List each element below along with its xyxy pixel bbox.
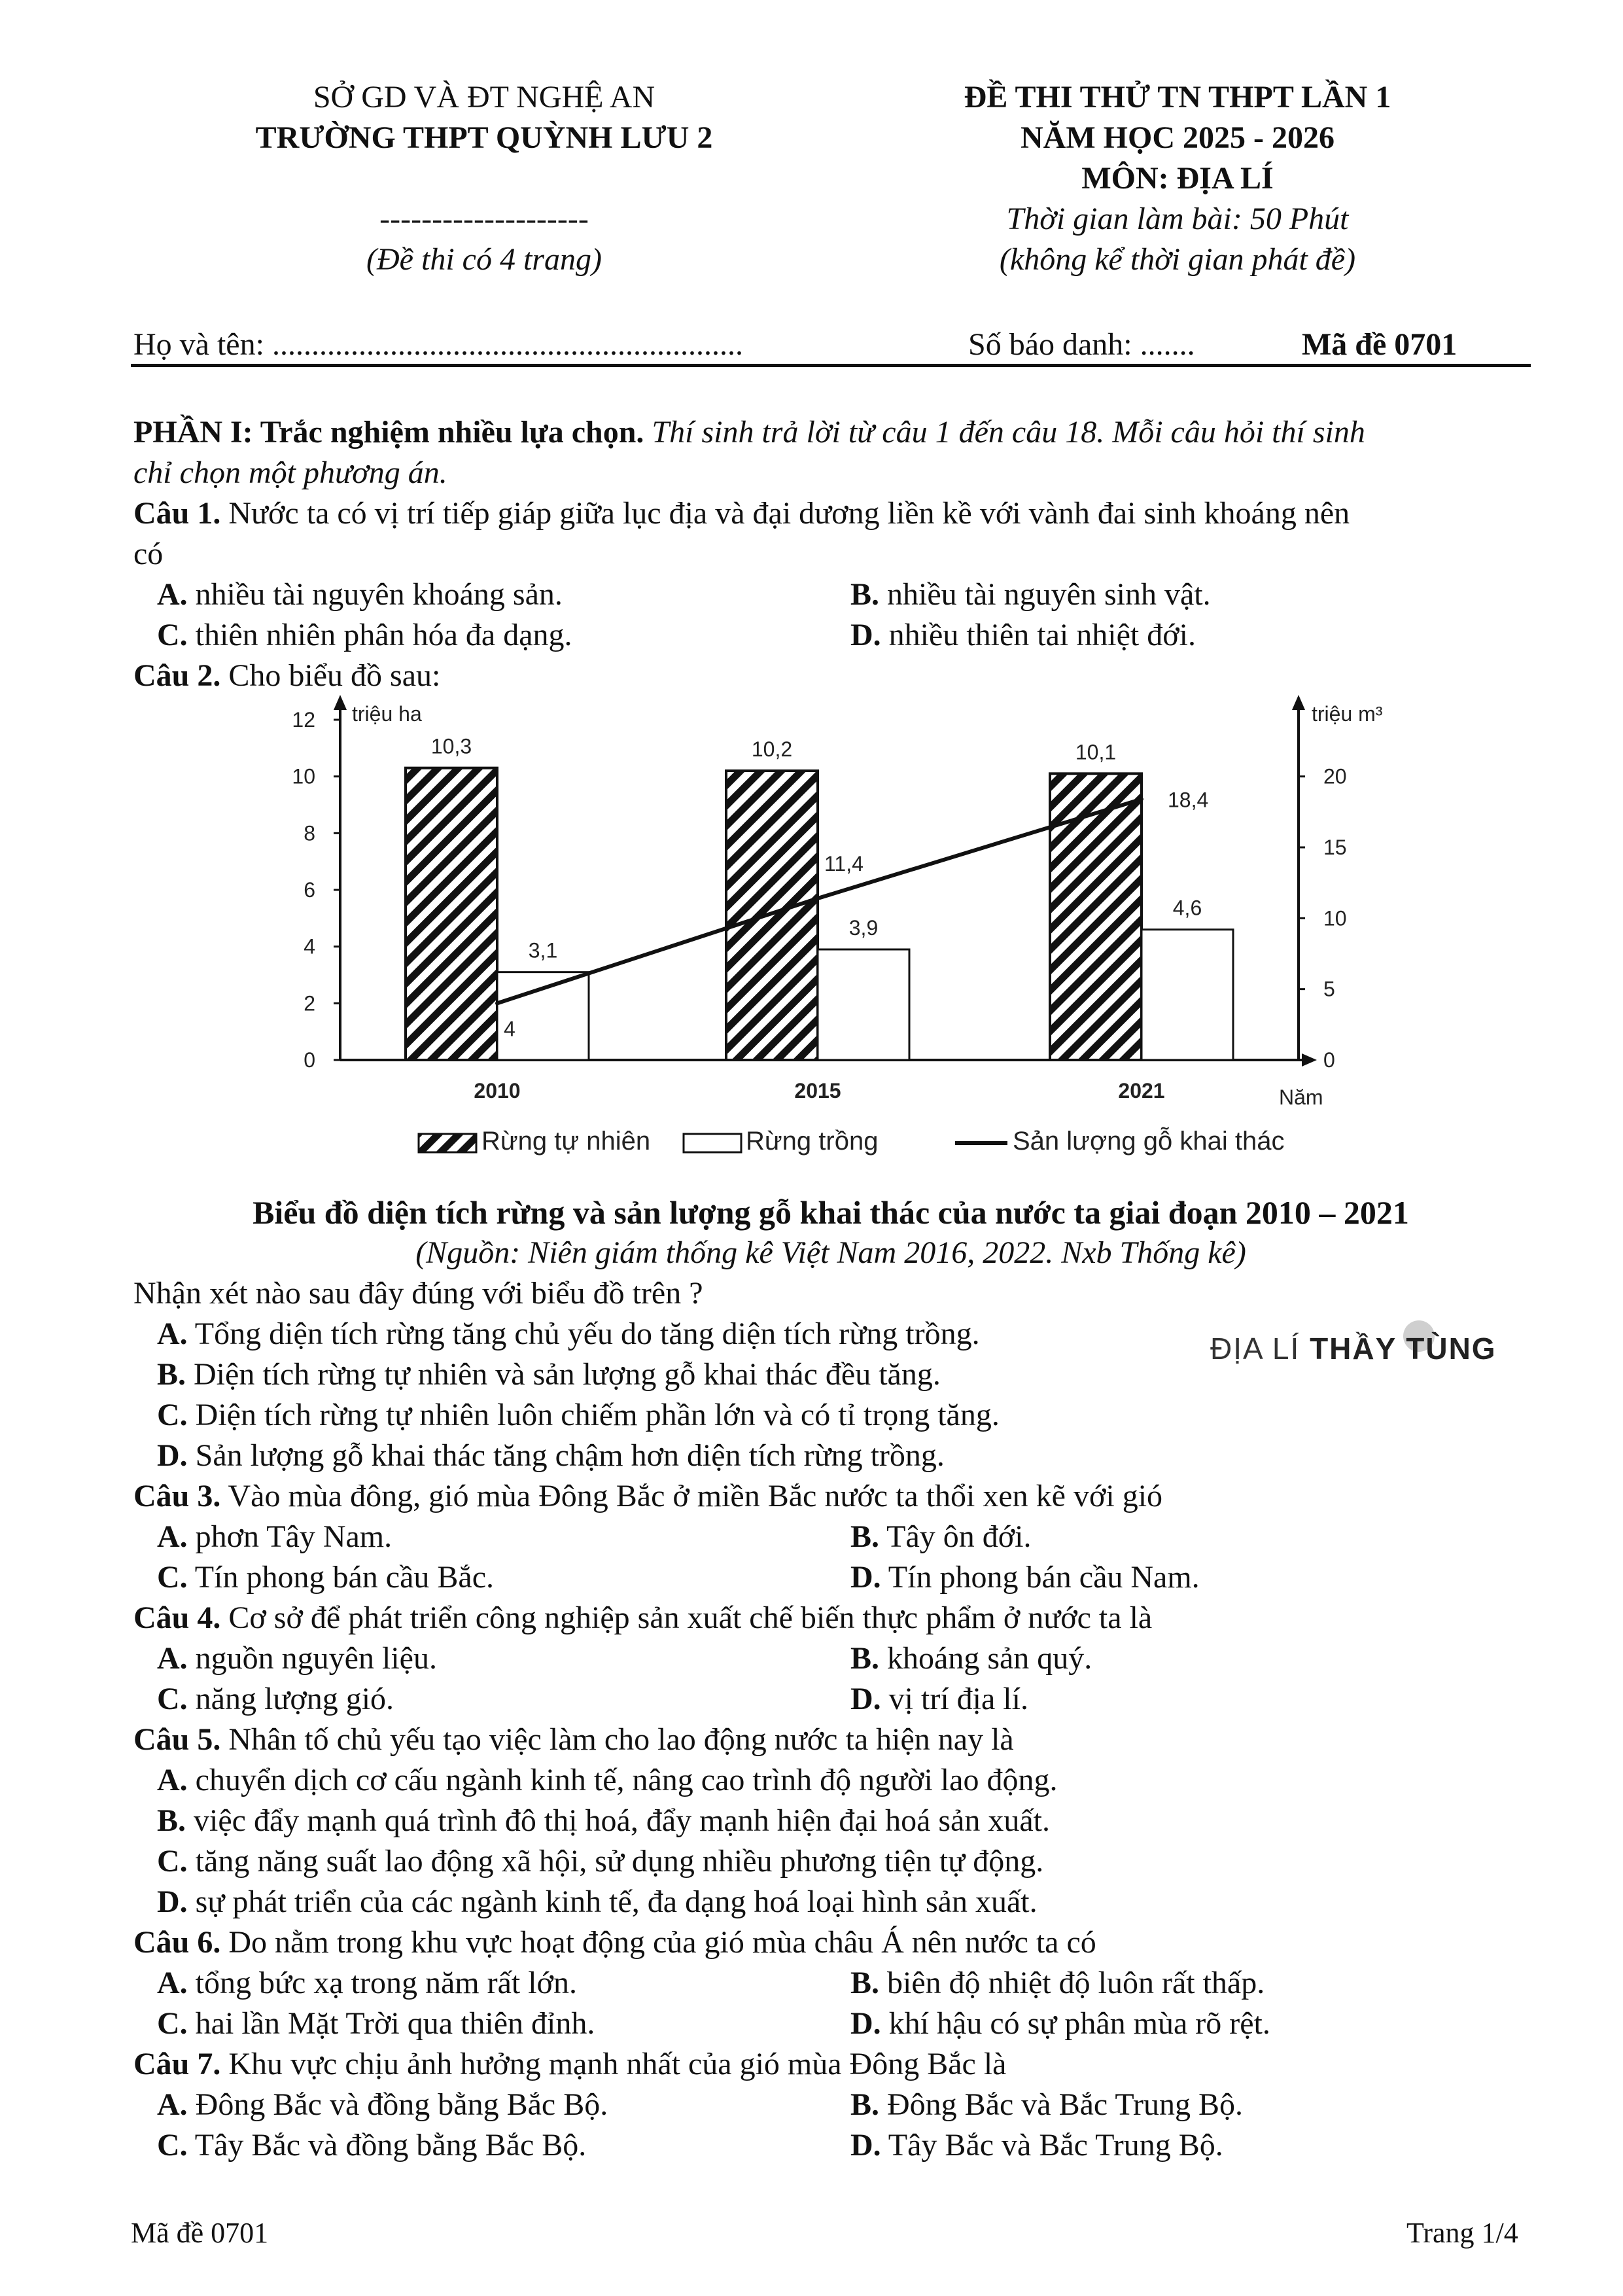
q6-option-b[interactable]: B. biên độ nhiệt độ luôn rất thấp. (850, 1966, 1265, 2000)
department-name: SỞ GD VÀ ĐT NGHỆ AN (313, 80, 655, 115)
q5-option-a[interactable]: A. chuyển dịch cơ cấu ngành kinh tế, nâng cao trình độ người lao động. (157, 1763, 1058, 1797)
q1-text-cont: có (133, 537, 164, 571)
q2-label: Câu 2. (133, 658, 221, 693)
bar-label-natural: 10,3 (430, 734, 472, 758)
candidate-name-field: Họ và tên: ............................................................ (133, 327, 743, 362)
q7-label: Câu 7. (133, 2047, 221, 2081)
exam-title: ĐỀ THI THỬ TN THPT LẦN 1 (964, 80, 1391, 115)
q6-option-d[interactable]: D. khí hậu có sự phân mùa rõ rệt. (850, 2006, 1270, 2041)
q3-option-d[interactable]: D. Tín phong bán cầu Nam. (850, 1560, 1200, 1595)
y-tick-label-right: 0 (1323, 1048, 1335, 1072)
x-tick-label: 2015 (794, 1079, 841, 1103)
legend-swatch-planted (684, 1134, 741, 1152)
q6-option-c[interactable]: C. hai lần Mặt Trời qua thiên đỉnh. (157, 2006, 595, 2041)
y-tick-label-right: 5 (1323, 977, 1335, 1001)
q4-text: Cơ sở để phát triển công nghiệp sản xuất chế biến thực phẩm ở nước ta là (220, 1600, 1153, 1635)
q2-option-b[interactable]: B. Diện tích rừng tự nhiên và sản lượng gỗ khai thác đều tăng. (157, 1357, 941, 1392)
part1-instruction: Thí sinh trả lời từ câu 1 đến câu 18. Mỗi câu hỏi thí sinh (644, 415, 1365, 450)
candidate-id-field: Số báo danh: ....... (968, 327, 1195, 362)
x-tick-label: 2010 (474, 1079, 521, 1103)
subject: MÔN: ĐỊA LÍ (1081, 161, 1274, 196)
q3-option-a[interactable]: A. phơn Tây Nam. (157, 1519, 393, 1554)
bar-label-planted: 3,1 (528, 938, 558, 963)
bar-label-planted: 4,6 (1172, 896, 1202, 920)
y-axis-right-title: triệu m³ (1312, 702, 1383, 726)
q3-option-b[interactable]: B. Tây ôn đới. (850, 1519, 1032, 1554)
q3-stem (133, 1476, 1162, 1517)
q3-label: Câu 3. (133, 1479, 221, 1513)
school-name: TRƯỜNG THPT QUỲNH LƯU 2 (255, 120, 713, 155)
q1-label: Câu 1. (133, 496, 221, 531)
q5-option-c[interactable]: C. tăng năng suất lao động xã hội, sử dụng nhiều phương tiện tự động. (157, 1844, 1044, 1879)
y-tick-label-left: 2 (304, 991, 315, 1016)
q1-text: Nước ta có vị trí tiếp giáp giữa lục địa và đại dương liền kề với vành đai sinh khoáng nên (220, 496, 1350, 531)
legend-swatch-natural (419, 1134, 476, 1152)
q7-option-c[interactable]: C. Tây Bắc và đồng bằng Bắc Bộ. (157, 2128, 587, 2163)
q4-option-b[interactable]: B. khoáng sản quý. (850, 1641, 1092, 1676)
q5-stem (133, 1720, 1014, 1760)
q6-stem (133, 1922, 1096, 1963)
x-tick-label: 2021 (1118, 1079, 1165, 1103)
q5-text: Nhân tố chủ yếu tạo việc làm cho lao động nước ta hiện nay là (220, 1722, 1014, 1757)
q1-option-a[interactable]: A. nhiều tài nguyên khoáng sản. (157, 577, 563, 612)
legend-label-natural: Rừng tự nhiên (481, 1127, 651, 1156)
bar-label-natural: 10,1 (1075, 740, 1117, 764)
y-tick-label-right: 20 (1323, 764, 1347, 788)
footer-exam-code: Mã đề 0701 (131, 2217, 269, 2249)
q6-label: Câu 6. (133, 1925, 221, 1960)
y-tick-label-right: 15 (1323, 836, 1347, 859)
legend-label-planted: Rừng trồng (746, 1127, 879, 1156)
q2-option-c[interactable]: C. Diện tích rừng tự nhiên luôn chiếm phần lớn và có tỉ trọng tăng. (157, 1398, 1000, 1432)
bar-planted-forest (497, 972, 589, 1060)
q1-option-c[interactable]: C. thiên nhiên phân hóa đa dạng. (157, 618, 572, 652)
bar-planted-forest (818, 949, 909, 1060)
legend-label-wood: Sản lượng gỗ khai thác (1013, 1127, 1285, 1156)
q7-option-b[interactable]: B. Đông Bắc và Bắc Trung Bộ. (850, 2087, 1243, 2122)
part1-instruction-cont: chỉ chọn một phương án. (133, 455, 447, 490)
q2-option-a[interactable]: A. Tổng diện tích rừng tăng chủ yếu do tăng diện tích rừng trồng. (157, 1316, 980, 1351)
time-limit: Thời gian làm bài: 50 Phút (1006, 202, 1349, 236)
bar-label-natural: 10,2 (751, 737, 793, 761)
line-point-wood (1140, 797, 1143, 801)
page-count-note: (Đề thi có 4 trang) (366, 242, 602, 277)
q5-label: Câu 5. (133, 1722, 221, 1757)
chart-caption: Biểu đồ diện tích rừng và sản lượng gỗ khai thác của nước ta giai đoạn 2010 – 2021 (253, 1194, 1409, 1231)
line-label-wood: 4 (504, 1017, 515, 1041)
y-axis-right-arrow (1292, 695, 1305, 710)
y-tick-label-left: 10 (292, 764, 315, 788)
exam-code: Mã đề 0701 (1302, 327, 1457, 362)
y-axis-left-title: triệu ha (352, 702, 422, 726)
q6-text: Do nằm trong khu vực hoạt động của gió mùa châu Á nên nước ta có (220, 1925, 1096, 1960)
q7-text: Khu vực chịu ảnh hưởng mạnh nhất của gió mùa Đông Bắc là (220, 2047, 1007, 2081)
q6-option-a[interactable]: A. tổng bức xạ trong năm rất lớn. (157, 1966, 577, 2000)
q4-option-d[interactable]: D. vị trí địa lí. (850, 1682, 1028, 1716)
q2-prompt: Nhận xét nào sau đây đúng với biểu đồ trên ? (133, 1276, 703, 1311)
y-tick-label-left: 4 (304, 934, 315, 959)
q4-option-c[interactable]: C. năng lượng gió. (157, 1682, 394, 1716)
y-tick-label-left: 8 (304, 821, 315, 845)
school-year: NĂM HỌC 2025 - 2026 (1021, 120, 1335, 155)
line-point-wood (816, 896, 820, 900)
part1-title: PHẦN I: Trắc nghiệm nhiều lựa chọn. (133, 415, 644, 450)
bar-label-planted: 3,9 (848, 916, 879, 940)
q5-option-b[interactable]: B. việc đẩy mạnh quá trình đô thị hoá, đẩy mạnh hiện đại hoá sản xuất. (157, 1803, 1050, 1838)
q4-label: Câu 4. (133, 1600, 221, 1635)
q4-stem (133, 1598, 1152, 1638)
y-tick-label-left: 12 (292, 708, 315, 732)
q5-option-d[interactable]: D. sự phát triển của các ngành kinh tế, đa dạng hoá loại hình sản xuất. (157, 1884, 1038, 1919)
q2-option-d[interactable]: D. Sản lượng gỗ khai thác tăng chậm hơn diện tích rừng trồng. (157, 1438, 945, 1473)
y-axis-left-arrow (334, 695, 347, 710)
q7-stem (133, 2044, 1006, 2085)
q1-option-b[interactable]: B. nhiều tài nguyên sinh vật. (850, 577, 1211, 612)
time-note: (không kể thời gian phát đề) (999, 242, 1356, 277)
line-point-wood (495, 1001, 499, 1005)
y-tick-label-left: 6 (304, 878, 315, 902)
q2-text: Cho biểu đồ sau: (220, 658, 441, 693)
bar-natural-forest (406, 768, 497, 1060)
watermark-logo: ĐỊA LÍ THẦY TÙNG (1210, 1332, 1497, 1366)
q7-option-a[interactable]: A. Đông Bắc và đồng bằng Bắc Bộ. (157, 2087, 608, 2122)
q7-option-d[interactable]: D. Tây Bắc và Bắc Trung Bộ. (850, 2128, 1223, 2163)
x-axis-title: Năm (1279, 1086, 1323, 1109)
q3-option-c[interactable]: C. Tín phong bán cầu Bắc. (157, 1560, 494, 1595)
q3-text: Vào mùa đông, gió mùa Đông Bắc ở miền Bắc nước ta thổi xen kẽ với gió (220, 1479, 1163, 1513)
chart-source: (Nguồn: Niên giám thống kê Việt Nam 2016, 2022. Nxb Thống kê) (415, 1235, 1246, 1270)
bar-planted-forest (1142, 930, 1233, 1060)
q4-option-a[interactable]: A. nguồn nguyên liệu. (157, 1641, 437, 1676)
footer-page-number: Trang 1/4 (1406, 2217, 1518, 2249)
header-dashes: -------------------- (379, 202, 589, 236)
bar-natural-forest (1050, 773, 1142, 1060)
y-tick-label-left: 0 (304, 1048, 315, 1072)
line-label-wood: 18,4 (1168, 788, 1209, 812)
q1-option-d[interactable]: D. nhiều thiên tai nhiệt đới. (850, 618, 1196, 652)
y-tick-label-right: 10 (1323, 906, 1347, 930)
line-label-wood: 11,4 (824, 852, 864, 875)
